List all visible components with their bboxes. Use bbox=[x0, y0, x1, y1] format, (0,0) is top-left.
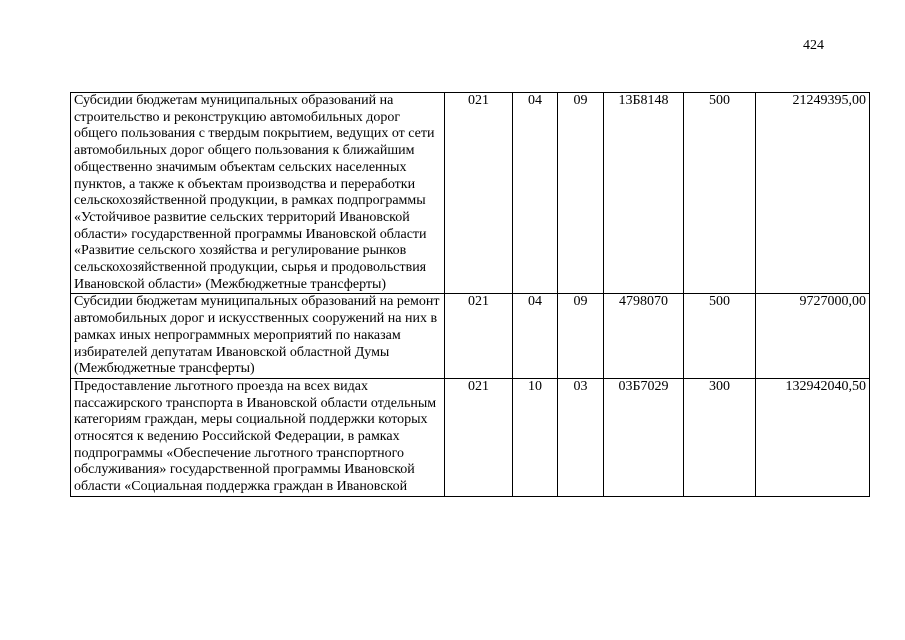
ministry-code: 021 bbox=[445, 294, 513, 379]
ministry-code: 021 bbox=[445, 378, 513, 496]
target-article-code: 13Б8148 bbox=[604, 93, 684, 294]
row-description: Субсидии бюджетам муниципальных образований на ремонт автомобильных дорог и искусственных сооружений на них в рамках иных непрограммных мероприятий по наказам избирателей депутатам Ивановской областной Думы (Межбюджетные трансферты) bbox=[71, 294, 445, 379]
budget-table bbox=[70, 92, 870, 497]
subsection-code: 09 bbox=[558, 294, 604, 379]
expense-type-code: 300 bbox=[684, 378, 756, 496]
expense-type-code: 500 bbox=[684, 294, 756, 379]
table-row bbox=[71, 378, 870, 496]
page-number: 424 bbox=[803, 38, 824, 53]
ministry-code: 021 bbox=[445, 93, 513, 294]
section-code: 04 bbox=[513, 294, 558, 379]
table-row bbox=[71, 294, 870, 379]
target-article-code: 03Б7029 bbox=[604, 378, 684, 496]
row-description: Предоставление льготного проезда на всех видах пассажирского транспорта в Ивановской области отдельным категориям граждан, меры социальной поддержки которых относятся к ведению Российской Федерации, в рамках подпрограммы «Обеспечение льготного транспортного обслуживания» государственной программы Ивановской области «Социальная поддержка граждан в Ивановской bbox=[71, 378, 445, 496]
target-article-code: 4798070 bbox=[604, 294, 684, 379]
section-code: 10 bbox=[513, 378, 558, 496]
row-description: Субсидии бюджетам муниципальных образований на строительство и реконструкцию автомобильных дорог общего пользования с твердым покрытием, ведущих от сети автомобильных дорог общего пользования к ближайшим общественно значимым объектам сельских населенных пунктов, а также к объектам производства и переработки сельскохозяйственной продукции, в рамках подпрограммы «Устойчивое развитие сельских территорий Ивановской области» государственной программы Ивановской области «Развитие сельского хозяйства и регулирование рынков сельскохозяйственной продукции, сырья и продовольствия Ивановской области» (Межбюджетные трансферты) bbox=[71, 93, 445, 294]
subsection-code: 03 bbox=[558, 378, 604, 496]
amount-value: 21249395,00 bbox=[756, 93, 870, 294]
subsection-code: 09 bbox=[558, 93, 604, 294]
amount-value: 132942040,50 bbox=[756, 378, 870, 496]
table-row bbox=[71, 93, 870, 294]
amount-value: 9727000,00 bbox=[756, 294, 870, 379]
expense-type-code: 500 bbox=[684, 93, 756, 294]
section-code: 04 bbox=[513, 93, 558, 294]
